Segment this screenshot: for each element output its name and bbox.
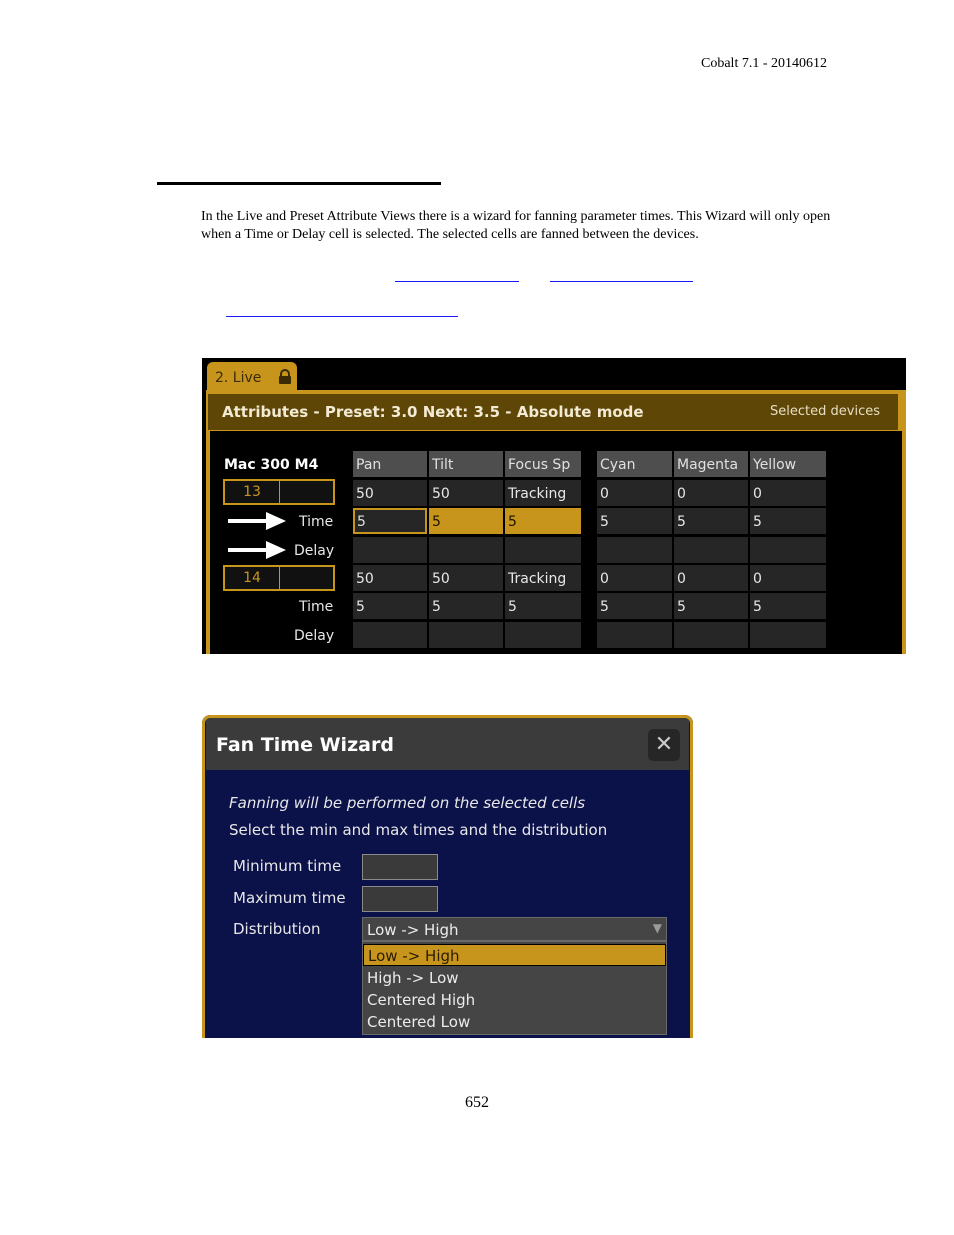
view-titlebar (208, 394, 898, 430)
device-id-box[interactable] (223, 565, 335, 591)
time-cell[interactable]: 5 (597, 508, 672, 534)
value-cell[interactable]: 0 (597, 480, 672, 506)
maximum-time-input[interactable] (362, 886, 438, 912)
delay-cell[interactable] (597, 622, 672, 648)
distribution-selected-value: Low -> High (367, 921, 459, 939)
hyperlink-2[interactable] (550, 281, 693, 282)
time-cell[interactable]: 5 (674, 593, 748, 619)
delay-cell[interactable] (597, 537, 672, 563)
hyperlink-1[interactable] (395, 281, 519, 282)
delay-cell[interactable] (505, 622, 581, 648)
value-cell[interactable]: 0 (674, 480, 748, 506)
time-cell[interactable]: 5 (353, 593, 427, 619)
wizard-instructions: Select the min and max times and the distribution (229, 821, 608, 839)
minimum-time-label: Minimum time (233, 857, 342, 875)
option-centered-low[interactable]: Centered Low (367, 1013, 471, 1031)
column-header-magenta[interactable]: Magenta (674, 451, 748, 477)
column-header-cyan[interactable]: Cyan (597, 451, 672, 477)
column-header-tilt[interactable]: Tilt (429, 451, 503, 477)
arrow-right-icon (228, 541, 286, 559)
delay-cell[interactable] (353, 537, 427, 563)
delay-cell[interactable] (750, 537, 826, 563)
arrow-right-icon (228, 512, 286, 530)
chevron-down-icon: ▼ (652, 921, 662, 935)
close-icon: ✕ (654, 732, 674, 757)
time-cell-selected[interactable]: 5 (353, 508, 427, 534)
time-cell-selected[interactable]: 5 (429, 508, 503, 534)
delay-cell[interactable] (674, 537, 748, 563)
value-cell[interactable]: 0 (750, 480, 826, 506)
option-centered-high[interactable]: Centered High (367, 991, 476, 1009)
delay-cell[interactable] (353, 622, 427, 648)
lock-icon[interactable] (277, 369, 293, 385)
delay-cell[interactable] (505, 537, 581, 563)
delay-label: Delay (294, 628, 335, 644)
time-cell[interactable]: 5 (674, 508, 748, 534)
time-cell-selected[interactable]: 5 (505, 508, 581, 534)
fan-time-wizard-screenshot (202, 715, 693, 1038)
page-header: Cobalt 7.1 - 20140612 (701, 56, 827, 71)
wizard-title: Fan Time Wizard (216, 734, 394, 756)
device-id: 14 (225, 567, 280, 589)
time-label: Time (299, 514, 334, 530)
value-cell[interactable]: 0 (597, 565, 672, 591)
hyperlink-3[interactable] (226, 316, 458, 317)
maximum-time-label: Maximum time (233, 889, 346, 907)
value-cell[interactable]: 50 (429, 480, 503, 506)
time-cell[interactable]: 5 (597, 593, 672, 619)
column-header-pan[interactable]: Pan (353, 451, 427, 477)
minimum-time-input[interactable] (362, 854, 438, 880)
delay-label: Delay (294, 543, 335, 559)
distribution-label: Distribution (233, 920, 321, 938)
page-number: 652 (465, 1094, 489, 1111)
value-cell[interactable]: 50 (353, 565, 427, 591)
column-header-yellow[interactable]: Yellow (750, 451, 826, 477)
value-cell[interactable]: Tracking (505, 565, 581, 591)
section-rule (157, 182, 441, 185)
tab-live[interactable] (207, 362, 297, 392)
value-cell[interactable]: Tracking (505, 480, 581, 506)
wizard-note-italic: Fanning will be performed on the selected cells (229, 794, 586, 812)
delay-cell[interactable] (429, 622, 503, 648)
intro-paragraph: In the Live and Preset Attribute Views there is a wizard for fanning parameter times. This Wizard will only open when a Time or Delay cell is selected. The selected cells are fanned between the devices. (201, 209, 831, 242)
distribution-options-list (362, 941, 667, 1035)
time-cell[interactable]: 5 (505, 593, 581, 619)
time-label: Time (299, 599, 334, 615)
live-attributes-screenshot (202, 358, 906, 654)
delay-cell[interactable] (750, 622, 826, 648)
view-title: Attributes - Preset: 3.0 Next: 3.5 - Absolute mode (222, 403, 644, 421)
option-low-high[interactable]: Low -> High (363, 944, 666, 966)
selected-devices-label[interactable]: Selected devices (770, 404, 880, 419)
value-cell[interactable]: 50 (429, 565, 503, 591)
distribution-select[interactable] (362, 917, 667, 941)
device-id: 13 (225, 481, 280, 503)
option-high-low[interactable]: High -> Low (367, 969, 459, 987)
tab-live-label: 2. Live (215, 370, 262, 386)
value-cell[interactable]: 0 (750, 565, 826, 591)
column-header-focus[interactable]: Focus Sp (505, 451, 581, 477)
device-id-box[interactable] (223, 479, 335, 505)
time-cell[interactable]: 5 (750, 593, 826, 619)
delay-cell[interactable] (429, 537, 503, 563)
delay-cell[interactable] (674, 622, 748, 648)
value-cell[interactable]: 0 (674, 565, 748, 591)
time-cell[interactable]: 5 (429, 593, 503, 619)
device-name: Mac 300 M4 (224, 457, 319, 473)
time-cell[interactable]: 5 (750, 508, 826, 534)
value-cell[interactable]: 50 (353, 480, 427, 506)
